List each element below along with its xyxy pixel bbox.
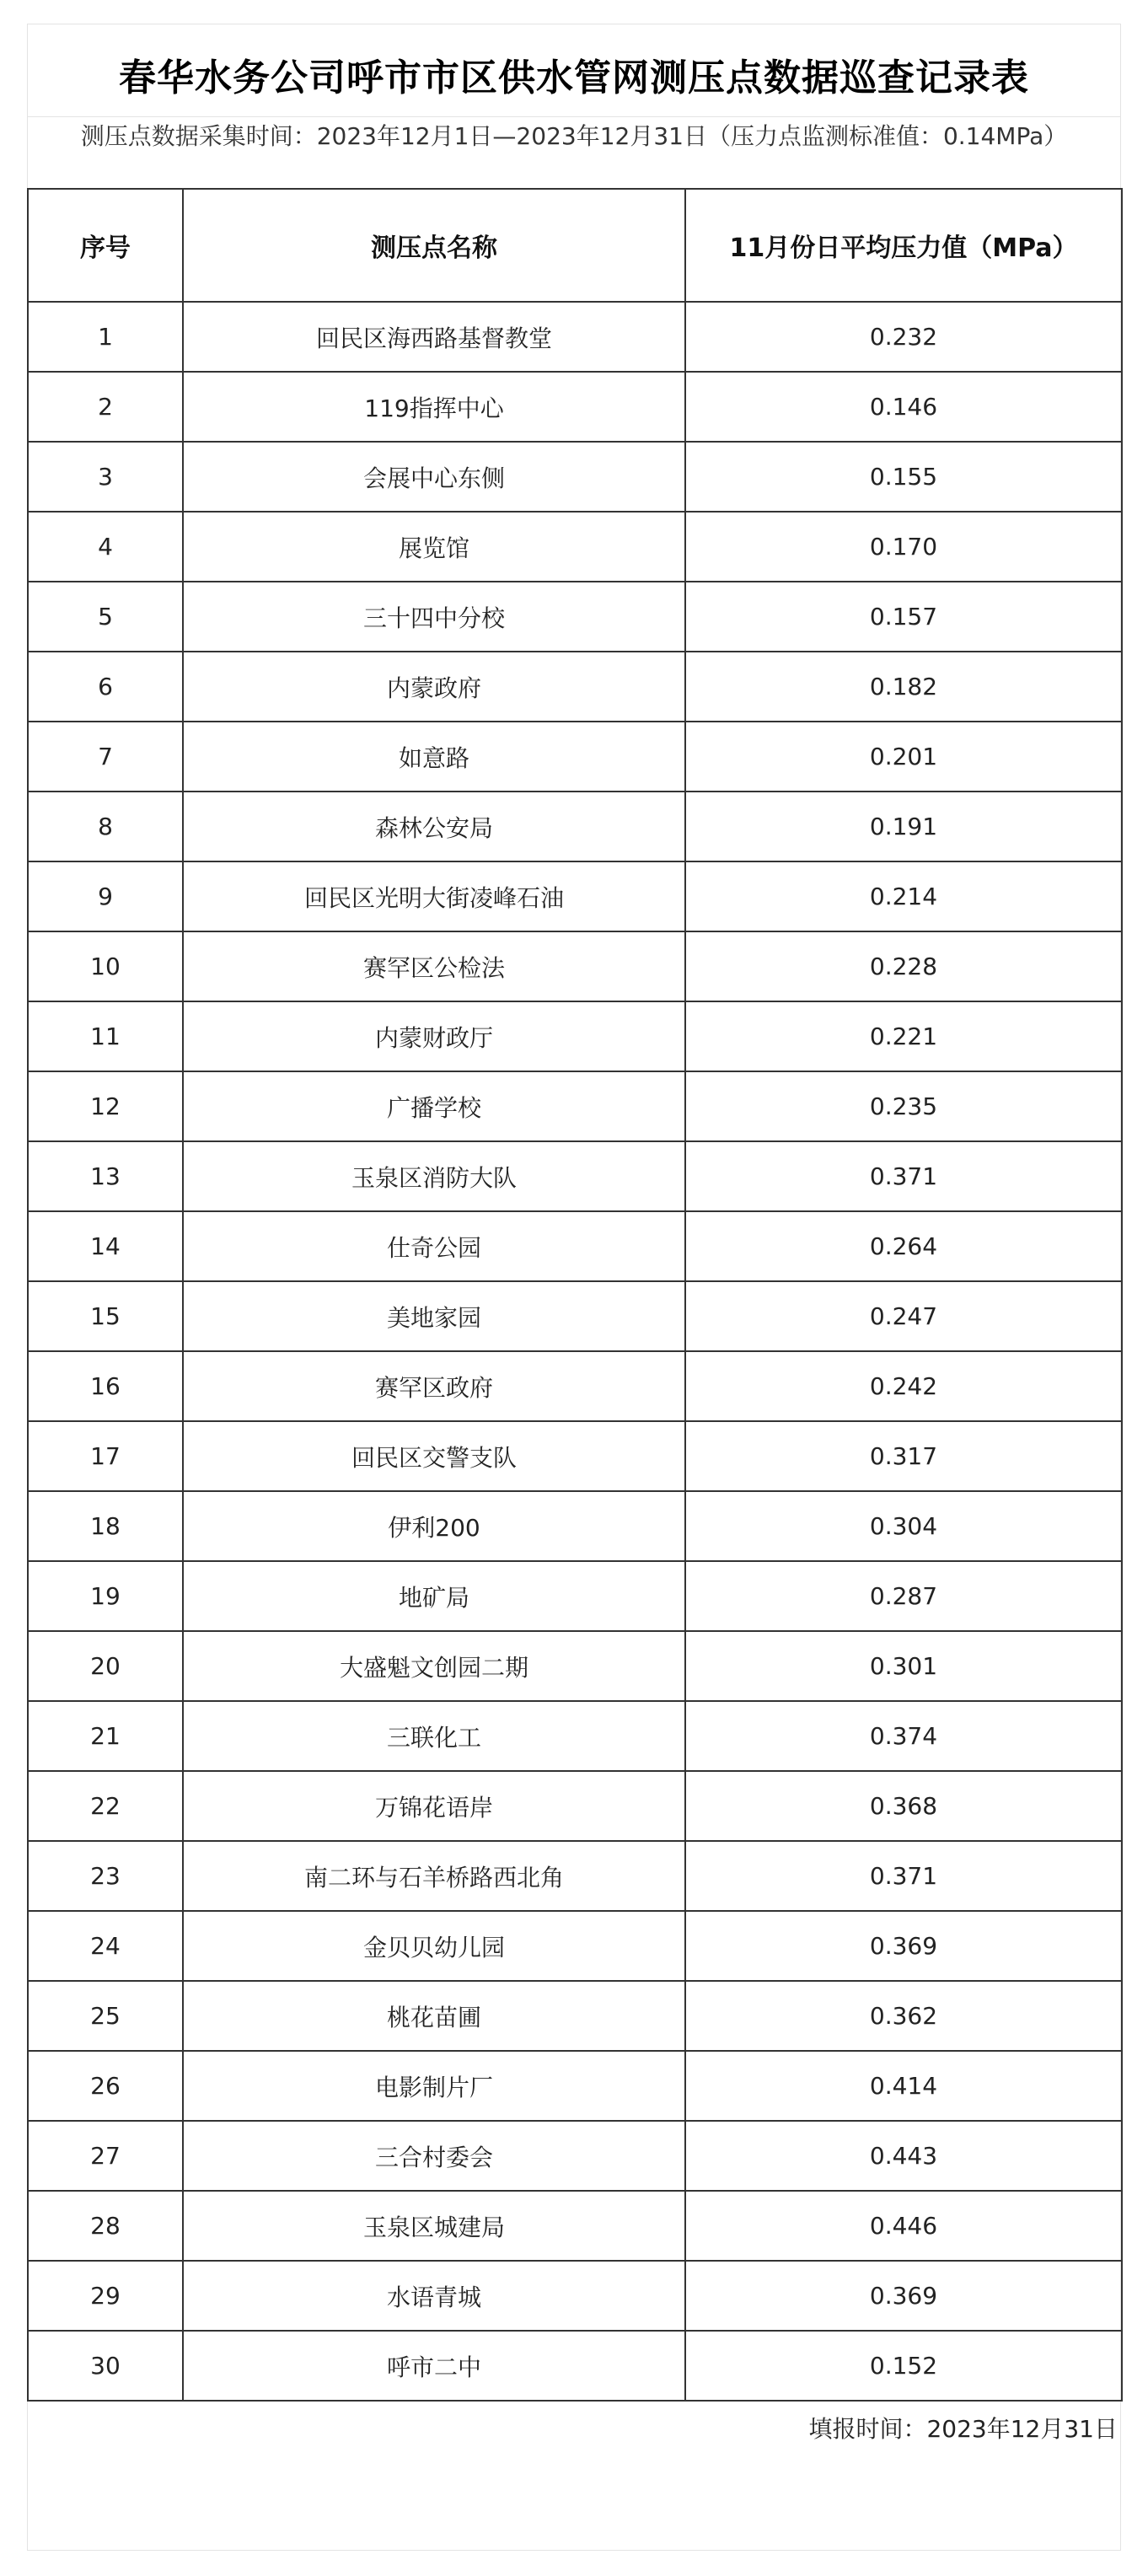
table-row	[28, 1421, 1122, 1491]
row-index: 26	[28, 2051, 183, 2121]
table-row	[28, 512, 1122, 582]
table-row	[28, 2121, 1122, 2191]
row-pressure-value: 0.170	[685, 512, 1122, 582]
row-index: 23	[28, 1841, 183, 1911]
table-row	[28, 652, 1122, 722]
row-pressure-value: 0.369	[685, 2261, 1122, 2331]
row-point-name: 电影制片厂	[183, 2051, 685, 2121]
row-point-name: 金贝贝幼儿园	[183, 1911, 685, 1981]
row-pressure-value: 0.221	[685, 1001, 1122, 1071]
row-pressure-value: 0.152	[685, 2331, 1122, 2401]
row-pressure-value: 0.214	[685, 861, 1122, 931]
row-index: 21	[28, 1701, 183, 1771]
row-pressure-value: 0.182	[685, 652, 1122, 722]
document-subtitle: 测压点数据采集时间：2023年12月1日—2023年12月31日（压力点监测标准值：0.14MPa）	[80, 122, 1068, 150]
header-pressure-value: 11月份日平均压力值（MPa）	[685, 189, 1122, 302]
row-index: 13	[28, 1141, 183, 1211]
row-index: 1	[28, 302, 183, 372]
row-index: 11	[28, 1001, 183, 1071]
row-pressure-value: 0.228	[685, 931, 1122, 1001]
row-point-name: 内蒙政府	[183, 652, 685, 722]
row-point-name: 三十四中分校	[183, 582, 685, 652]
row-point-name: 美地家园	[183, 1281, 685, 1351]
row-pressure-value: 0.304	[685, 1491, 1122, 1561]
table-row	[28, 861, 1122, 931]
row-point-name: 回民区海西路基督教堂	[183, 302, 685, 372]
table-row	[28, 1841, 1122, 1911]
row-point-name: 伊利200	[183, 1491, 685, 1561]
table-row	[28, 582, 1122, 652]
row-point-name: 展览馆	[183, 512, 685, 582]
row-point-name: 回民区光明大街凌峰石油	[183, 861, 685, 931]
row-index: 18	[28, 1491, 183, 1561]
table-row	[28, 722, 1122, 792]
row-point-name: 赛罕区公检法	[183, 931, 685, 1001]
table-row	[28, 372, 1122, 442]
row-pressure-value: 0.264	[685, 1211, 1122, 1281]
table-row	[28, 2191, 1122, 2261]
table-row	[28, 1631, 1122, 1701]
header-index: 序号	[28, 189, 183, 302]
header-point-name: 测压点名称	[183, 189, 685, 302]
row-point-name: 水语青城	[183, 2261, 685, 2331]
row-pressure-value: 0.155	[685, 442, 1122, 512]
row-pressure-value: 0.369	[685, 1911, 1122, 1981]
row-point-name: 仕奇公园	[183, 1211, 685, 1281]
table-row	[28, 1281, 1122, 1351]
row-index: 16	[28, 1351, 183, 1421]
table-row	[28, 1071, 1122, 1141]
row-pressure-value: 0.446	[685, 2191, 1122, 2261]
row-index: 10	[28, 931, 183, 1001]
row-index: 5	[28, 582, 183, 652]
table-row	[28, 2051, 1122, 2121]
row-pressure-value: 0.191	[685, 792, 1122, 861]
table-row	[28, 792, 1122, 861]
row-point-name: 南二环与石羊桥路西北角	[183, 1841, 685, 1911]
row-point-name: 桃花苗圃	[183, 1981, 685, 2051]
table-row	[28, 1141, 1122, 1211]
row-index: 25	[28, 1981, 183, 2051]
row-index: 8	[28, 792, 183, 861]
row-index: 29	[28, 2261, 183, 2331]
row-index: 9	[28, 861, 183, 931]
row-pressure-value: 0.247	[685, 1281, 1122, 1351]
row-index: 28	[28, 2191, 183, 2261]
title-divider	[27, 116, 1121, 117]
table-body	[28, 302, 1122, 2401]
row-point-name: 万锦花语岸	[183, 1771, 685, 1841]
row-pressure-value: 0.242	[685, 1351, 1122, 1421]
row-index: 4	[28, 512, 183, 582]
row-point-name: 呼市二中	[183, 2331, 685, 2401]
table-header-row	[28, 189, 1122, 302]
row-index: 17	[28, 1421, 183, 1491]
row-index: 22	[28, 1771, 183, 1841]
row-pressure-value: 0.443	[685, 2121, 1122, 2191]
row-index: 2	[28, 372, 183, 442]
row-pressure-value: 0.301	[685, 1631, 1122, 1701]
row-point-name: 如意路	[183, 722, 685, 792]
row-point-name: 三合村委会	[183, 2121, 685, 2191]
row-pressure-value: 0.414	[685, 2051, 1122, 2121]
row-index: 24	[28, 1911, 183, 1981]
row-pressure-value: 0.232	[685, 302, 1122, 372]
row-index: 3	[28, 442, 183, 512]
row-point-name: 森林公安局	[183, 792, 685, 861]
row-point-name: 会展中心东侧	[183, 442, 685, 512]
row-pressure-value: 0.317	[685, 1421, 1122, 1491]
row-pressure-value: 0.368	[685, 1771, 1122, 1841]
table-row	[28, 1561, 1122, 1631]
row-point-name: 地矿局	[183, 1561, 685, 1631]
table-row	[28, 1981, 1122, 2051]
row-index: 27	[28, 2121, 183, 2191]
row-index: 14	[28, 1211, 183, 1281]
row-point-name: 赛罕区政府	[183, 1351, 685, 1421]
row-point-name: 广播学校	[183, 1071, 685, 1141]
row-pressure-value: 0.371	[685, 1841, 1122, 1911]
row-pressure-value: 0.235	[685, 1071, 1122, 1141]
row-index: 20	[28, 1631, 183, 1701]
table-row	[28, 1491, 1122, 1561]
table-row	[28, 1771, 1122, 1841]
row-index: 7	[28, 722, 183, 792]
row-pressure-value: 0.157	[685, 582, 1122, 652]
row-pressure-value: 0.362	[685, 1981, 1122, 2051]
table-row	[28, 931, 1122, 1001]
table-row	[28, 1911, 1122, 1981]
row-pressure-value: 0.146	[685, 372, 1122, 442]
row-index: 30	[28, 2331, 183, 2401]
table-row	[28, 1211, 1122, 1281]
table-row	[28, 2261, 1122, 2331]
row-index: 15	[28, 1281, 183, 1351]
table-row	[28, 2331, 1122, 2401]
row-point-name: 119指挥中心	[183, 372, 685, 442]
fill-date: 填报时间：2023年12月31日	[808, 2415, 1118, 2443]
row-pressure-value: 0.287	[685, 1561, 1122, 1631]
table-row	[28, 1351, 1122, 1421]
row-pressure-value: 0.201	[685, 722, 1122, 792]
row-point-name: 内蒙财政厅	[183, 1001, 685, 1071]
table-row	[28, 1701, 1122, 1771]
pressure-table	[27, 188, 1123, 2402]
row-pressure-value: 0.374	[685, 1701, 1122, 1771]
row-index: 12	[28, 1071, 183, 1141]
row-index: 6	[28, 652, 183, 722]
table-row	[28, 302, 1122, 372]
table-row	[28, 442, 1122, 512]
row-point-name: 回民区交警支队	[183, 1421, 685, 1491]
row-point-name: 玉泉区消防大队	[183, 1141, 685, 1211]
table-row	[28, 1001, 1122, 1071]
row-point-name: 三联化工	[183, 1701, 685, 1771]
row-index: 19	[28, 1561, 183, 1631]
row-pressure-value: 0.371	[685, 1141, 1122, 1211]
document-title: 春华水务公司呼市市区供水管网测压点数据巡查记录表	[119, 56, 1029, 99]
row-point-name: 大盛魁文创园二期	[183, 1631, 685, 1701]
row-point-name: 玉泉区城建局	[183, 2191, 685, 2261]
